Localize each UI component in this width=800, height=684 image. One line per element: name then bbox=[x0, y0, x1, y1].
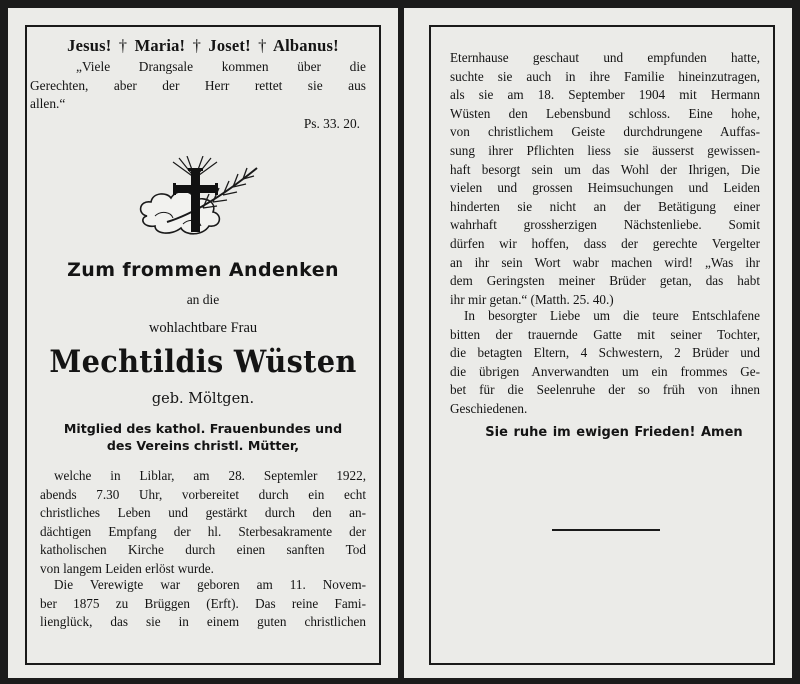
motto-line: Gerechten, aber der Herr rettet sie aus bbox=[30, 77, 366, 93]
invocation-josef: Joset! bbox=[208, 36, 251, 55]
text-line: wahrhaft grossherzigen Nächstenliebe. Somit bbox=[450, 217, 760, 233]
text-line: In besorgter Liebe um die teure Entschlafene bbox=[464, 308, 760, 323]
an-die-label: an die bbox=[186, 292, 220, 307]
honorific-label: wohlachtbare Frau bbox=[148, 320, 258, 336]
text-line: vielen und grossen Heimsuchungen und Leiden bbox=[450, 180, 760, 196]
memorial-card-back bbox=[404, 8, 792, 678]
text-line: sung ihrer Pflichten liess sie äusserst gewissen- bbox=[450, 142, 760, 158]
death-paragraph bbox=[40, 467, 366, 579]
text-line: bet für die Seelenruhe der so früh von ihnen bbox=[450, 382, 760, 398]
closing-divider bbox=[552, 529, 660, 531]
text-line: Die Verewigte war geboren am 11. Novem- bbox=[54, 577, 366, 592]
membership-line: Mitglied des kathol. Frauenbundes und bbox=[63, 421, 343, 436]
text-line: christliches Leben und gestärkt durch den an- bbox=[40, 505, 366, 521]
closing-prayer: Sie ruhe im ewigen Frieden! Amen bbox=[485, 425, 743, 440]
text-line: von christlichem Geiste durchdrungene Auffas- bbox=[450, 124, 760, 140]
text-line: von langem Leiden erlöst wurde. bbox=[40, 560, 214, 576]
cross-separator: † bbox=[258, 36, 267, 55]
membership-text bbox=[8, 420, 398, 454]
card-heading: Zum frommen Andenken bbox=[67, 259, 339, 281]
text-line: abends 7.30 Uhr, vorbereitet durch ein echt bbox=[40, 486, 366, 502]
birth-paragraph bbox=[40, 576, 366, 632]
text-line: suchte sie auch in ihre Familie hineinzutragen, bbox=[450, 68, 760, 84]
invocation-albanus: Albanus! bbox=[273, 36, 339, 55]
cross-with-palm-icon bbox=[133, 156, 263, 246]
motto-line: allen.“ bbox=[30, 96, 66, 111]
invocation-line bbox=[8, 36, 398, 56]
text-line: bitten der trauernde Gatte mit seiner Tochter, bbox=[450, 326, 760, 342]
text-line: hinderten sie nicht an der Betätigung einer bbox=[450, 198, 760, 214]
text-line: die übrigen Anverwandten um ein frommes Ge- bbox=[450, 363, 760, 379]
memorial-card-front bbox=[8, 8, 398, 678]
text-line: ber 1875 zu Brüggen (Erft). Das reine Fami- bbox=[40, 595, 366, 611]
text-line: an ihr sein Wort wabr machen wird! „Was ihr bbox=[450, 254, 760, 270]
text-line: welche in Liblar, am 28. Septemler 1922, bbox=[54, 468, 366, 483]
invocation-jesus: Jesus! bbox=[67, 36, 112, 55]
cross-emblem bbox=[133, 156, 263, 250]
text-line: Wüsten den Lebensbund schloss. Eine hohe, bbox=[450, 105, 760, 121]
family-paragraph bbox=[450, 307, 760, 419]
text-line: dächtigen Empfang der hl. Sterbesakramente der bbox=[40, 523, 366, 539]
text-line: als sie am 18. September 1904 mit Hermann bbox=[450, 87, 760, 103]
text-line: dürfen wir hoffen, dass der gerechte Vergelter bbox=[450, 235, 760, 251]
scripture-motto bbox=[30, 58, 366, 114]
text-line: lienglück, das sie in einem guten christlichen bbox=[40, 614, 366, 630]
motto-reference: Ps. 33. 20. bbox=[303, 116, 360, 131]
text-line: die betagten Eltern, 4 Schwestern, 2 Brüder und bbox=[450, 345, 760, 361]
biography-paragraph bbox=[450, 49, 760, 309]
deceased-name: Mechtildis Wüsten bbox=[49, 344, 357, 380]
motto-line: „Viele Drangsale kommen über die bbox=[76, 59, 366, 74]
cross-separator: † bbox=[118, 36, 128, 55]
invocation-maria: Maria! bbox=[134, 36, 186, 55]
text-line: ihr mir getan.“ (Matth. 25. 40.) bbox=[450, 291, 614, 307]
membership-line: des Vereins christl. Mütter, bbox=[106, 438, 300, 453]
text-line: dem Geringsten meiner Brüder getan, das habt bbox=[450, 273, 760, 289]
text-line: Geschiedenen. bbox=[450, 400, 528, 416]
maiden-name: geb. Möltgen. bbox=[151, 391, 255, 407]
cross-separator: † bbox=[192, 36, 202, 55]
text-line: katholischen Kirche durch einen sanften Tod bbox=[40, 542, 366, 558]
text-line: Eternhause geschaut und empfunden hatte, bbox=[450, 50, 760, 65]
text-line: haft besorgt sein um das Wohl der Ihrigen, Die bbox=[450, 161, 760, 177]
